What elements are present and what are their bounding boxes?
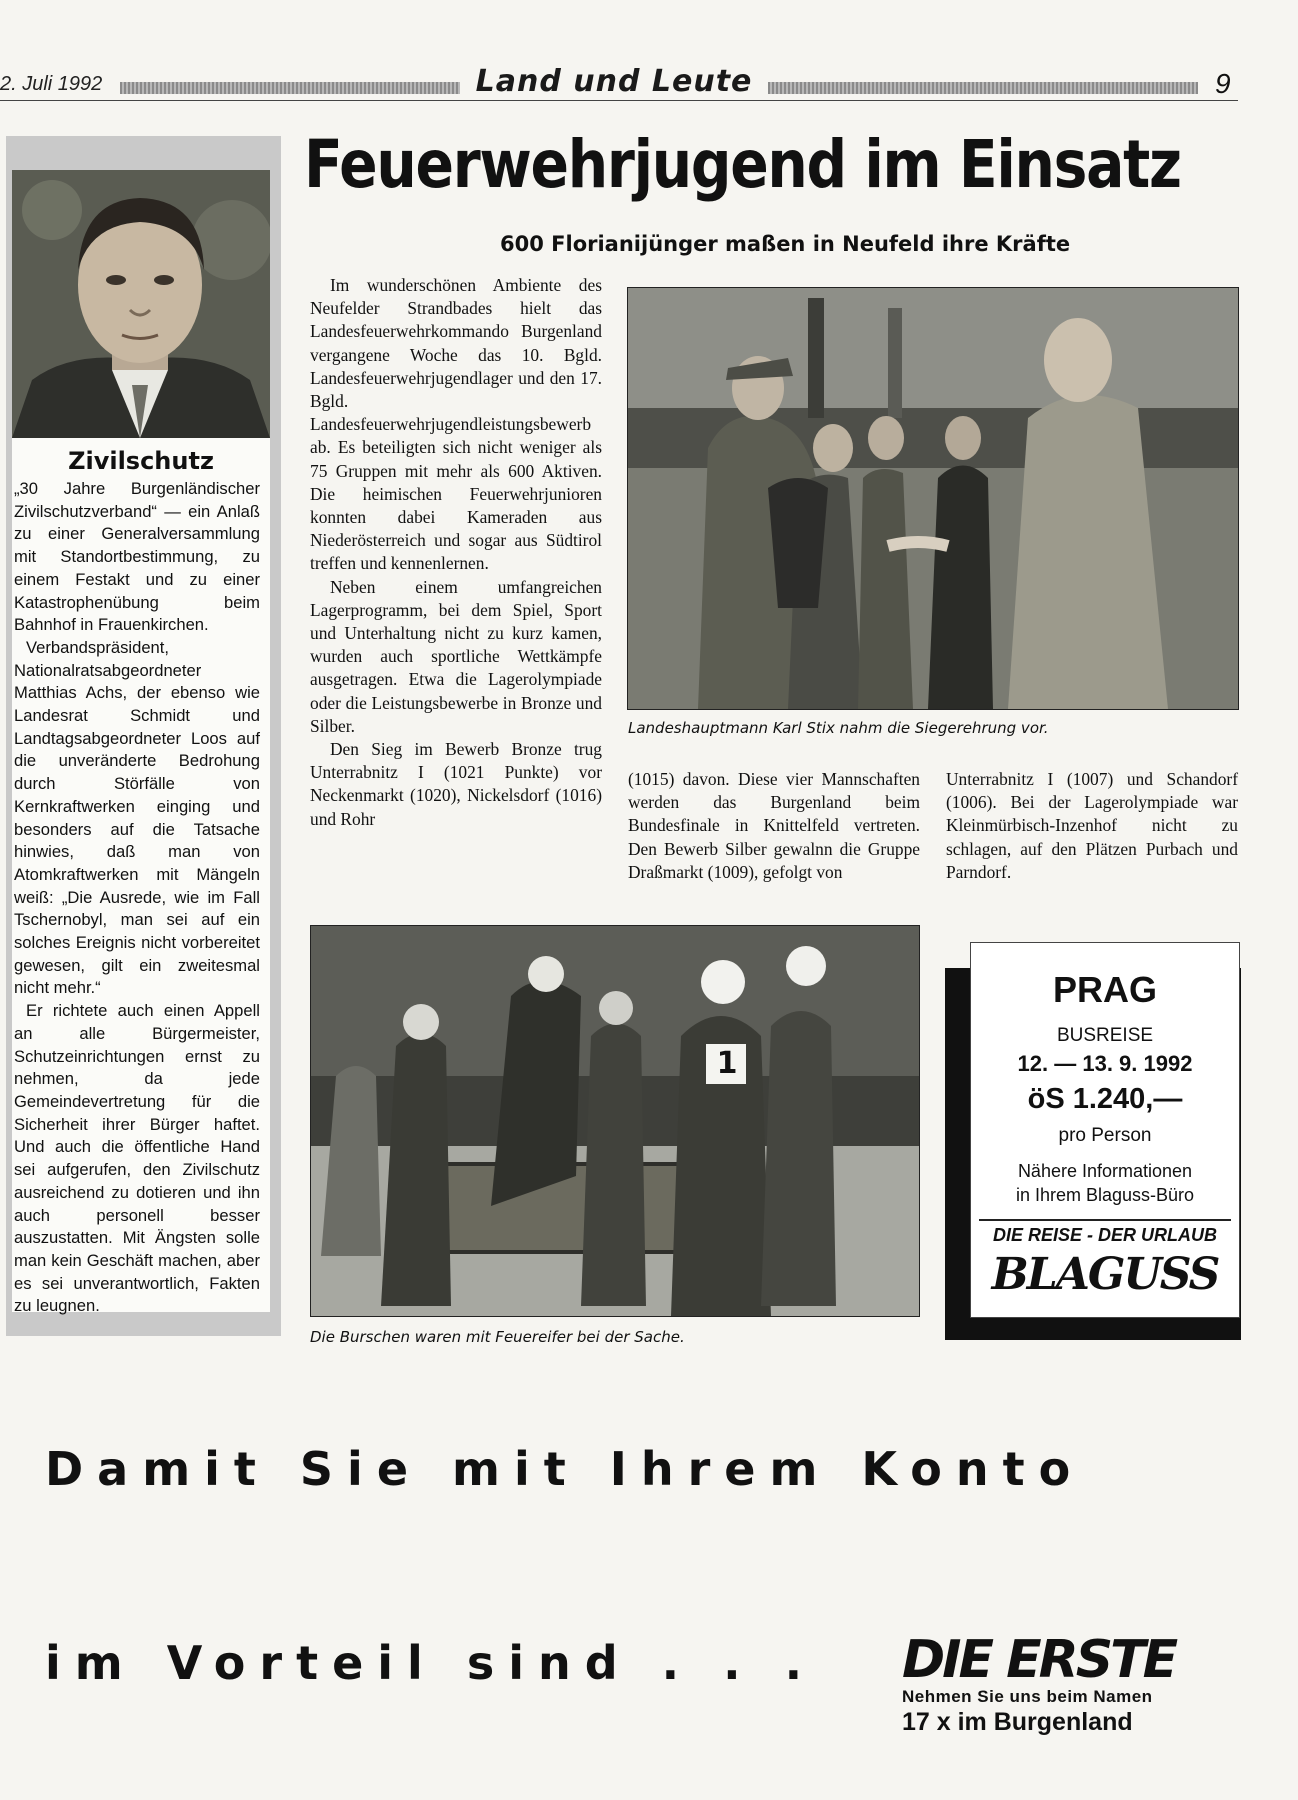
article-column-3 xyxy=(946,768,1238,884)
ad-price: öS 1.240,— xyxy=(1027,1083,1183,1115)
ad-divider xyxy=(979,1219,1231,1221)
page-number: 9 xyxy=(1215,68,1231,99)
sidebar-title: Zivilschutz xyxy=(68,447,214,475)
portrait-illustration xyxy=(12,170,270,438)
bank-branch-count: 17 x im Burgenland xyxy=(902,1708,1133,1736)
travel-ad[interactable] xyxy=(970,942,1240,1318)
article-column-2 xyxy=(628,768,920,884)
issue-date: 2. Juli 1992 xyxy=(0,73,103,95)
ad-trip-type: BUSREISE xyxy=(1056,1025,1154,1046)
article-paragraph: Den Sieg im Bewerb Bronze trug Unterrabnitz I (1021 Punkte) vor Neckenmarkt (1020), Nickelsdorf (1016) und Rohr xyxy=(310,739,602,829)
sidebar-paragraph: „30 Jahre Burgenländischer Zivilschutzverband“ — ein Anlaß zu einer Generalversammlung mit Standortbestimmung, zu einem Festakt und zu einer Katastrophenübung beim Bahnhof in Frauenkirchen. xyxy=(14,479,260,635)
bank-ad-line-1: Damit Sie mit Ihrem Konto xyxy=(45,1442,1085,1496)
award-ceremony-photo xyxy=(627,287,1239,710)
photo-caption-competition: Die Burschen waren mit Feuereifer bei der Sache. xyxy=(310,1328,685,1346)
bank-logo: DIE ERSTE xyxy=(902,1630,1176,1690)
headline: Feuerwehrjugend im Einsatz xyxy=(304,126,1181,203)
competition-photo xyxy=(310,925,920,1317)
ad-slogan: DIE REISE - DER URLAUB xyxy=(992,1225,1217,1245)
award-ceremony-illustration xyxy=(628,288,1238,709)
article-paragraph: (1015) davon. Diese vier Mannschaften werden das Burgenland beim Bundesfinale in Knittelfeld vertreten. Den Bewerb Silber gewalnn die Gruppe Draßmarkt (1009), gefolgt von xyxy=(628,769,920,882)
portrait-photo xyxy=(12,170,270,438)
photo-caption-ceremony: Landeshauptmann Karl Stix nahm die Siegerehrung vor. xyxy=(628,719,1049,737)
ad-info-line-2: in Ihrem Blaguss-Büro xyxy=(1015,1185,1195,1205)
ad-price-unit: pro Person xyxy=(1058,1125,1152,1146)
article-paragraph: Im wunderschönen Ambiente des Neufelder Strandbades hielt das Landesfeuerwehrkommando Burgenland vergangene Woche das 10. Bgld. Landesfeuerwehrjugendlager und den 17. Bgld. Landesfeuerwehrjugendleistungsbewerb ab. Es beteiligten sich nicht weniger als 75 Gruppen mit mehr als 600 Aktiven. Die heimischen Feuerwehrjunioren konnten dabei Kameraden aus Niederösterreich und sogar aus Südtirol treffen und kennenlernen. xyxy=(310,275,602,574)
runner-bib-number: 1 xyxy=(716,1046,738,1081)
ad-dates: 12. — 13. 9. 1992 xyxy=(1017,1051,1193,1076)
article-paragraph: Unterrabnitz I (1007) und Schandorf (1006). Bei der Lagerolympiade war Kleinmürbisch-Inzenhof nicht zu schlagen, auf den Plätzen Purbach und Parndorf. xyxy=(946,769,1238,882)
section-title: Land und Leute xyxy=(475,64,753,99)
ad-brand-logo: BLAGUSS xyxy=(991,1249,1219,1300)
sidebar-article xyxy=(14,478,260,1318)
subheadline: 600 Florianijünger maßen in Neufeld ihre Kräfte xyxy=(500,232,1071,256)
article-column-1 xyxy=(310,274,602,831)
header-underline xyxy=(0,100,1238,101)
competition-illustration xyxy=(311,926,919,1316)
article-paragraph: Neben einem umfangreichen Lagerprogramm, bei dem Spiel, Sport und Unterhaltung nicht zu kurz kamen, wurden auch sportliche Wettkämpfe ausgetragen. Etwa die Lagerolympiade oder die Leistungsbewerbe in Bronze und Silber. xyxy=(310,576,602,736)
ad-info-line-1: Nähere Informationen xyxy=(1017,1161,1193,1181)
header-rule-right xyxy=(768,82,1198,94)
bank-ad-line-2: im Vorteil sind . . . xyxy=(45,1636,817,1690)
sidebar-paragraph: Er richtete auch einen Appell an alle Bürgermeister, Schutzeinrichtungen ernst zu nehmen, da jede Gemeindevertretung für die Sicherheit ihrer Bürger haftet. Und auch die öffentliche Hand sei aufgerufen, den Zivilschutz ausreichend zu dotieren und ihn auch personell besser auszustatten. Mit Ängsten solle man kein Geschäft machen, aber es sei unverantwortlich, Fakten zu leugnen. xyxy=(14,1001,260,1316)
sidebar-paragraph: Verbandspräsident, Nationalratsabgeordneter Matthias Achs, der ebenso wie Landesrat Schmidt und Landtagsabgeordneter Loos auf die unveränderte Bedrohung durch Störfälle von Kernkraftwerken einging und besonders auf die Tatsache hinwies, daß man von Atomkraftwerken mit Mängeln weiß: „Die Ausrede, wie im Fall Tschernobyl, man sei auf ein solches Ereignis nicht vorbereitet gewesen, gilt ein zweitesmal nicht mehr.“ xyxy=(14,637,260,998)
ad-destination: PRAG xyxy=(1052,969,1157,1010)
bank-tagline: Nehmen Sie uns beim Namen xyxy=(902,1687,1153,1706)
header-rule-left xyxy=(120,82,460,94)
